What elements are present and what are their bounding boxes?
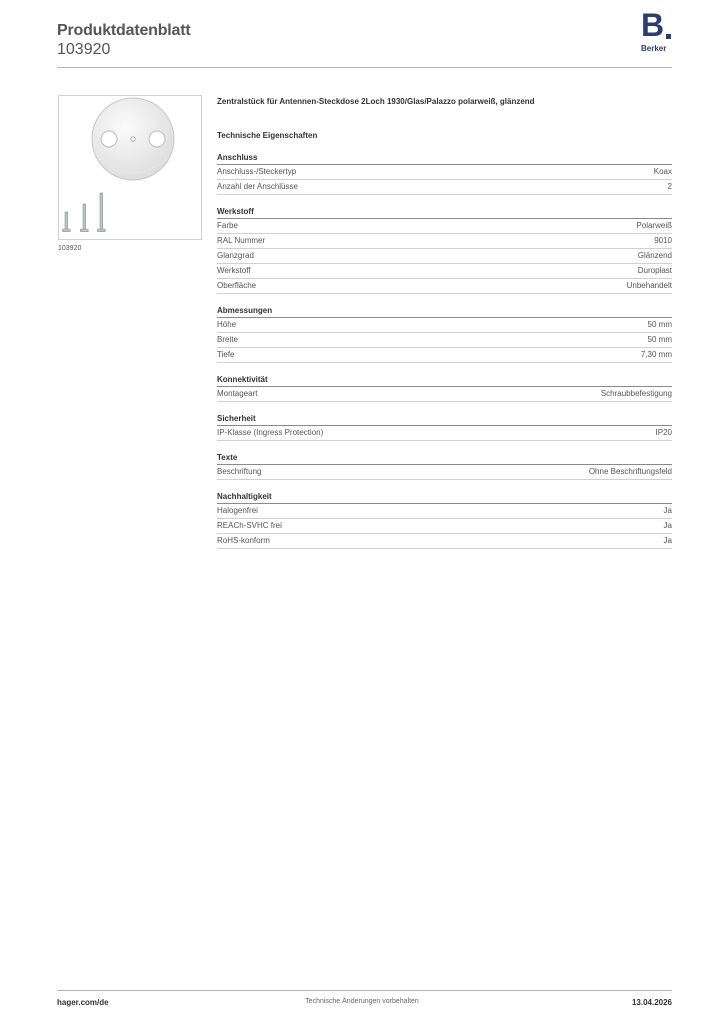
spec-sections: [217, 152, 672, 549]
spec-value: 2: [667, 182, 672, 191]
spec-label: Montageart: [217, 389, 258, 398]
spec-label: Breite: [217, 335, 238, 344]
spec-label: Anzahl der Anschlüsse: [217, 182, 298, 191]
tech-heading: Technische Eigenschaften: [217, 131, 318, 140]
spec-label: Werkstoff: [217, 266, 251, 275]
spec-section: [217, 491, 672, 549]
spec-value: 9010: [654, 236, 672, 245]
spec-label: Anschluss-/Steckertyp: [217, 167, 297, 176]
spec-row: [217, 426, 672, 441]
spec-label: IP-Klasse (Ingress Protection): [217, 428, 324, 437]
spec-section: [217, 413, 672, 441]
spec-label: REACh-SVHC frei: [217, 521, 282, 530]
spec-row: [217, 465, 672, 480]
spec-value: Ja: [663, 536, 672, 545]
product-image: [59, 96, 201, 239]
spec-label: Oberfläche: [217, 281, 257, 290]
spec-section: [217, 206, 672, 294]
footer-note: Technische Änderungen vorbehalten: [305, 998, 419, 1005]
section-title: Nachhaltigkeit: [217, 491, 672, 504]
screw-short: [62, 212, 70, 232]
screw-hole: [131, 137, 135, 141]
socket-hole-left: [101, 131, 117, 147]
section-title: Anschluss: [217, 152, 672, 165]
spec-label: RoHS-konform: [217, 536, 270, 545]
section-title: Konnektivität: [217, 374, 672, 387]
footer-website: hager.com/de: [57, 998, 109, 1007]
spec-value: 50 mm: [647, 320, 672, 329]
spec-section: [217, 374, 672, 402]
spec-value: Ja: [663, 506, 672, 515]
spec-row: [217, 387, 672, 402]
product-image-caption: 103920: [58, 245, 82, 252]
section-title: Werkstoff: [217, 206, 672, 219]
spec-row: [217, 279, 672, 294]
product-specs: [217, 97, 672, 560]
logo-text: Berker: [641, 44, 667, 53]
spec-label: Halogenfrei: [217, 506, 258, 515]
spec-value: Duroplast: [637, 266, 672, 275]
spec-label: Höhe: [217, 320, 237, 329]
footer-divider: [57, 990, 672, 991]
spec-label: Beschriftung: [217, 467, 262, 476]
spec-value: Ohne Beschriftungsfeld: [588, 467, 672, 476]
section-title: Abmessungen: [217, 305, 672, 318]
spec-label: Tiefe: [217, 350, 235, 359]
section-title: Texte: [217, 452, 672, 465]
header-divider: [57, 67, 672, 68]
spec-row: [217, 249, 672, 264]
footer-date: 13.04.2026: [631, 998, 672, 1007]
spec-section: [217, 152, 672, 195]
spec-row: [217, 519, 672, 534]
spec-value: Schraubbefestigung: [600, 389, 672, 398]
socket-hole-right: [149, 131, 165, 147]
spec-row: [217, 348, 672, 363]
product-description: Zentralstück für Antennen-Steckdose 2Loch 1930/Glas/Palazzo polarweiß, glänzend: [217, 97, 535, 106]
product-image-frame: [58, 95, 202, 240]
screw-medium: [80, 204, 88, 232]
spec-row: [217, 534, 672, 549]
spec-row: [217, 333, 672, 348]
spec-label: Farbe: [217, 221, 238, 230]
spec-row: [217, 264, 672, 279]
spec-value: Ja: [663, 521, 672, 530]
spec-value: IP20: [655, 428, 672, 437]
spec-row: [217, 504, 672, 519]
spec-label: Glanzgrad: [217, 251, 254, 260]
section-title: Sicherheit: [217, 413, 672, 426]
logo-dot: [666, 34, 671, 39]
spec-value: Polarweiß: [636, 221, 672, 230]
spec-row: [217, 318, 672, 333]
spec-row: [217, 234, 672, 249]
page-title: Produktdatenblatt: [57, 22, 191, 39]
spec-value: 50 mm: [647, 335, 672, 344]
spec-row: [217, 219, 672, 234]
screw-long: [97, 193, 105, 232]
product-number: 103920: [57, 41, 111, 58]
spec-label: RAL Nummer: [217, 236, 266, 245]
spec-value: Unbehandelt: [626, 281, 672, 290]
spec-row: [217, 180, 672, 195]
spec-value: Glänzend: [637, 251, 672, 260]
spec-section: [217, 305, 672, 363]
berker-logo: [640, 7, 676, 55]
logo-letter: B: [641, 7, 665, 43]
spec-value: Koax: [653, 167, 672, 176]
spec-value: 7,30 mm: [640, 350, 672, 359]
spec-section: [217, 452, 672, 480]
spec-row: [217, 165, 672, 180]
